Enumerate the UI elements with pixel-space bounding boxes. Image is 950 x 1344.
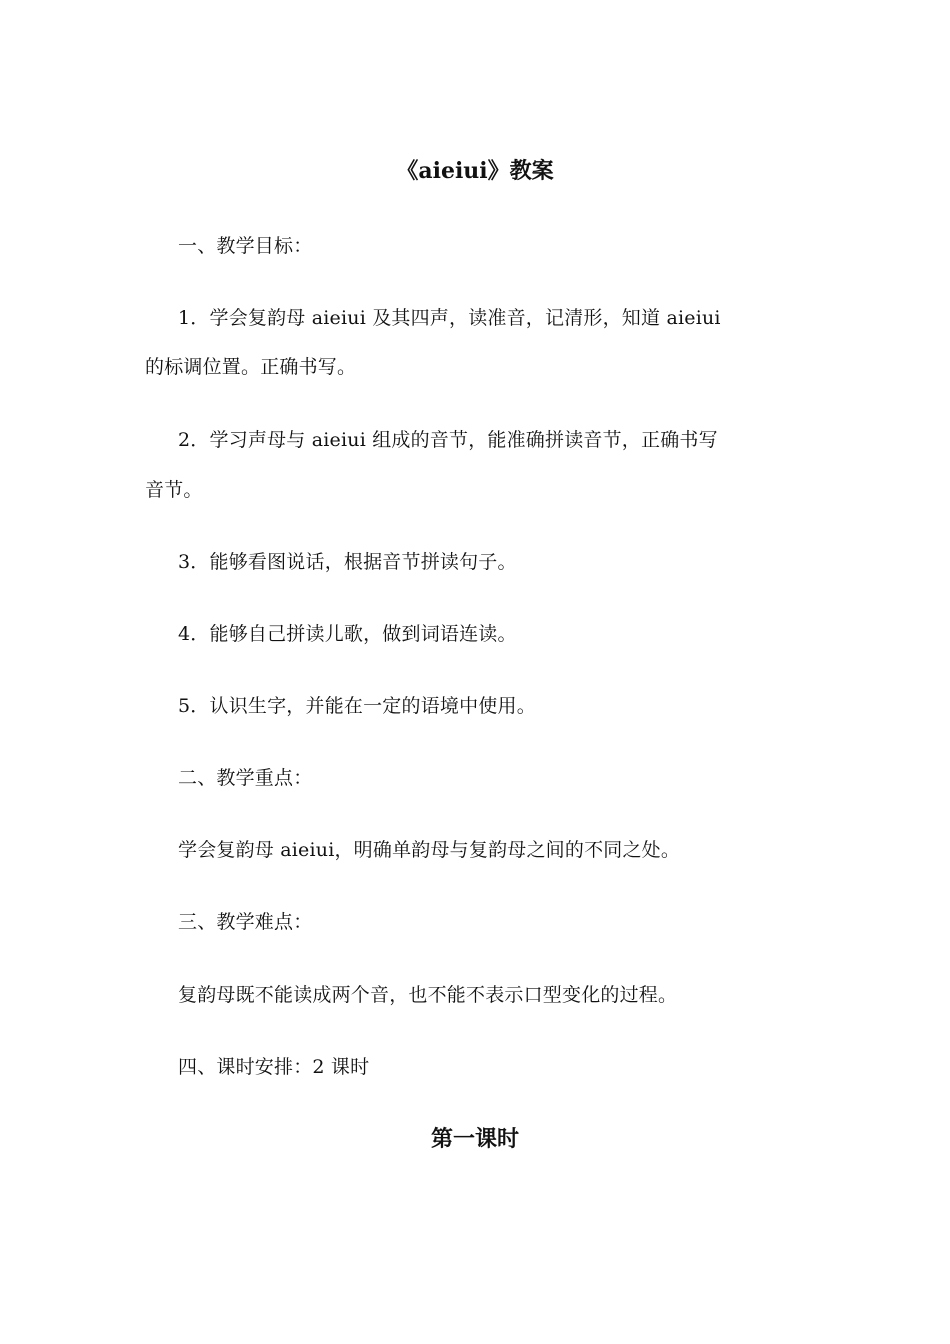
difficulties-body: 复韵母既不能读成两个音，也不能不表示口型变化的过程。 [178, 984, 678, 1006]
goal-3: 3．能够看图说话，根据音节拼读句子。 [178, 551, 517, 573]
goal-2-line-2: 音节。 [145, 479, 203, 501]
section-schedule: 四、课时安排：2 课时 [178, 1056, 370, 1078]
lesson-subtitle: 第一课时 [430, 1126, 519, 1152]
goal-1-line-1: 1．学会复韵母 aieiui 及其四声，读准音，记清形，知道 aieiui [178, 307, 721, 329]
section-heading-goals: 一、教学目标： [178, 235, 313, 257]
document-title: 《aieiui》教案 [396, 158, 554, 184]
goal-5: 5．认识生字，并能在一定的语境中使用。 [178, 695, 536, 717]
goal-1-line-2: 的标调位置。正确书写。 [145, 356, 357, 378]
section-heading-key-points: 二、教学重点： [178, 767, 313, 789]
goal-2-line-1: 2．学习声母与 aieiui 组成的音节，能准确拼读音节，正确书写 [178, 429, 718, 451]
goal-4: 4．能够自己拼读儿歌，做到词语连读。 [178, 623, 517, 645]
key-points-body: 学会复韵母 aieiui，明确单韵母与复韵母之间的不同之处。 [178, 839, 681, 861]
section-heading-difficulties: 三、教学难点： [178, 911, 313, 933]
